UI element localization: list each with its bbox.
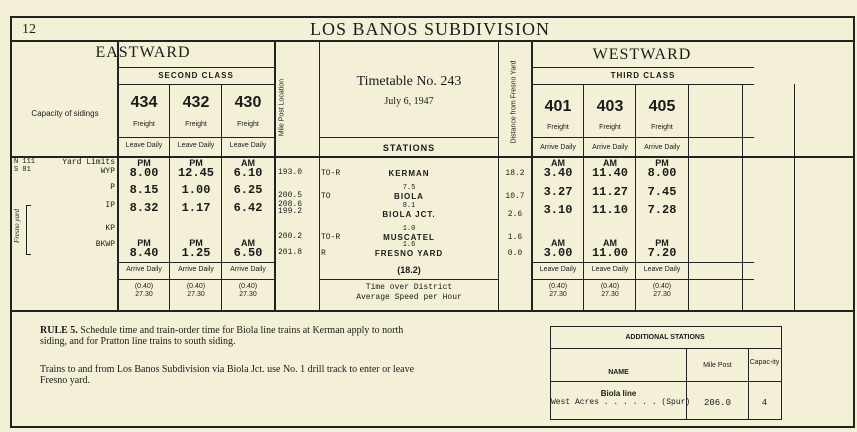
average-speed: Average Speed per Hour	[356, 293, 462, 302]
train-434-leave: Leave Daily	[125, 142, 163, 149]
west-1-ampm-kerman: AM	[603, 158, 617, 168]
west-1-ampm-fresno-yard: AM	[603, 238, 617, 248]
capacity-header: Capacity of sidings	[31, 109, 99, 118]
calls-kerman: Yard Limits WYP	[62, 158, 115, 176]
station-kerman: KERMAN	[388, 169, 430, 178]
train-405-kind: Freight	[651, 124, 673, 131]
train-432-avg: (0.40) 27.30	[186, 283, 206, 298]
distance-kerman: 18.2	[505, 169, 525, 178]
station-muscatel: MUSCATEL	[383, 233, 435, 242]
west-0-time-kerman: 3.40	[543, 166, 573, 180]
train-430-number: 430	[234, 94, 262, 111]
train-434-kind: Freight	[133, 121, 155, 128]
page-number: 12	[22, 22, 36, 37]
west-2-time-biola: 7.45	[647, 185, 677, 199]
west-2-time-biola-jct: 7.28	[647, 203, 677, 217]
east-1-time-biola-jct: 1.17	[181, 201, 211, 215]
distance-header: Distance from Fresno Yard	[510, 60, 518, 144]
distance-fresno-yard: 0.0	[507, 249, 523, 258]
east-1-time-biola: 1.00	[181, 183, 211, 197]
west-2-ampm-kerman: PM	[655, 158, 669, 168]
train-405-avg: (0.40) 27.30	[652, 283, 672, 298]
west-0-ampm-fresno-yard: AM	[551, 238, 565, 248]
west-1-time-biola-jct: 11.10	[591, 203, 628, 217]
additional-col-name: NAME	[608, 369, 629, 376]
train-401-number: 401	[544, 98, 572, 115]
train-401-kind: Freight	[547, 124, 569, 131]
distance-biola-jct: 2.6	[507, 210, 523, 219]
train-430-avg: (0.40) 27.30	[238, 283, 258, 298]
interval-biola: 7.5	[402, 184, 416, 192]
train-434-arrive: Arrive Daily	[126, 266, 162, 273]
train-405-arrive: Arrive Daily	[644, 144, 680, 151]
rule-5-label: RULE 5.	[40, 325, 78, 336]
east-0-time-kerman: 8.00	[129, 166, 159, 180]
east-2-time-biola-jct: 6.42	[233, 201, 263, 215]
train-403-leave: Leave Daily	[591, 266, 629, 273]
west-1-time-biola: 11.27	[591, 185, 628, 199]
east-2-ampm-fresno-yard: AM	[241, 238, 255, 248]
additional-station-mp: 206.0	[703, 398, 731, 408]
interval-muscatel: 1.0	[402, 225, 416, 233]
west-1-time-fresno-yard: 11.00	[591, 246, 628, 260]
capacity-kerman: N 111 S 81	[14, 158, 36, 174]
additional-col-mp: Mile Post	[703, 362, 732, 369]
east-2-time-biola: 6.25	[233, 183, 263, 197]
distance-biola: 10.7	[505, 192, 525, 201]
east-0-time-biola: 8.15	[129, 183, 159, 197]
east-1-ampm-kerman: PM	[189, 158, 203, 168]
eastward-class: SECOND CLASS	[158, 71, 234, 80]
east-0-ampm-kerman: PM	[137, 158, 151, 168]
calls-biola-jct: IP	[105, 201, 115, 210]
train-432-kind: Freight	[185, 121, 207, 128]
page-title: LOS BANOS SUBDIVISION	[309, 19, 551, 39]
calls-muscatel: KP	[105, 224, 115, 233]
flags-biola: TO	[321, 192, 331, 201]
additional-station-cap: 4	[761, 398, 768, 408]
yard-bracket	[26, 205, 31, 255]
train-405-number: 405	[648, 98, 676, 115]
east-2-ampm-kerman: AM	[241, 158, 255, 168]
rule-5	[40, 325, 420, 347]
eastward-heading: EASTWARD	[95, 44, 191, 61]
yard-bracket-label: Fresno yard	[13, 209, 21, 243]
train-432-arrive: Arrive Daily	[178, 266, 214, 273]
east-1-time-kerman: 12.45	[177, 166, 214, 180]
milepost-kerman: 193.0	[278, 168, 303, 177]
additional-col-cap: Capac-ity	[749, 359, 780, 366]
westward-heading: WESTWARD	[592, 46, 692, 63]
calls-biola: P	[110, 183, 115, 192]
flags-fresno-yard: R	[321, 249, 326, 258]
east-1-time-fresno-yard: 1.25	[181, 246, 211, 260]
west-0-time-fresno-yard: 3.00	[543, 246, 573, 260]
timetable-date: July 6, 1947	[384, 96, 434, 107]
flags-kerman: TO-R	[321, 169, 341, 178]
interval-biola-jct: 8.1	[402, 202, 416, 210]
west-0-time-biola-jct: 3.10	[543, 203, 573, 217]
train-403-arrive: Arrive Daily	[592, 144, 628, 151]
east-0-time-biola-jct: 8.32	[129, 201, 159, 215]
milepost-header: Mile Post Location	[278, 78, 286, 137]
west-2-time-kerman: 8.00	[647, 166, 677, 180]
train-430-kind: Freight	[237, 121, 259, 128]
train-430-arrive: Arrive Daily	[230, 266, 266, 273]
distance-muscatel: 1.6	[507, 233, 523, 242]
train-401-leave: Leave Daily	[539, 266, 577, 273]
rule-5-text: Schedule time and train-order time for Biola line trains at Kerman apply to north siding, and for Pratton line trains to south siding.	[40, 325, 404, 347]
milepost-fresno-yard: 201.8	[278, 248, 303, 257]
milepost-biola: 200.5	[278, 191, 303, 200]
station-biola: BIOLA	[394, 192, 424, 201]
westward-class: THIRD CLASS	[610, 71, 676, 80]
milepost-biola-jct: 208.6 199.2	[278, 200, 303, 216]
east-0-ampm-fresno-yard: PM	[137, 238, 151, 248]
west-2-ampm-fresno-yard: PM	[655, 238, 669, 248]
train-403-kind: Freight	[599, 124, 621, 131]
west-0-ampm-kerman: AM	[551, 158, 565, 168]
train-403-avg: (0.40) 27.30	[600, 283, 620, 298]
train-401-arrive: Arrive Daily	[540, 144, 576, 151]
train-401-avg: (0.40) 27.30	[548, 283, 568, 298]
train-434-number: 434	[130, 94, 158, 111]
additional-line: Biola line	[600, 389, 637, 398]
east-0-time-fresno-yard: 8.40	[129, 246, 159, 260]
additional-station-name: West Acres . . . . . . (Spur)	[551, 398, 691, 407]
east-2-time-fresno-yard: 6.50	[233, 246, 263, 260]
rule-5-text-2: Trains to and from Los Banos Subdivision via Biola Jct. use No. 1 drill track to enter or leave Fresno yard.	[40, 364, 415, 386]
timetable-number: Timetable No. 243	[356, 74, 462, 89]
train-432-leave: Leave Daily	[177, 142, 215, 149]
train-430-leave: Leave Daily	[229, 142, 267, 149]
stations-header: STATIONS	[382, 143, 436, 153]
west-1-time-kerman: 11.40	[591, 166, 628, 180]
total-distance: (18.2)	[397, 265, 421, 275]
milepost-muscatel: 200.2	[278, 232, 303, 241]
station-fresno-yard: FRESNO YARD	[374, 249, 444, 258]
train-405-leave: Leave Daily	[643, 266, 681, 273]
additional-stations-title: ADDITIONAL STATIONS	[625, 334, 705, 341]
station-biola-jct: BIOLA JCT.	[382, 210, 436, 219]
west-0-time-biola: 3.27	[543, 185, 573, 199]
train-432-number: 432	[182, 94, 210, 111]
time-over-district: Time over District	[365, 283, 453, 292]
train-434-avg: (0.40) 27.30	[134, 283, 154, 298]
flags-muscatel: TO-R	[321, 233, 341, 242]
east-2-time-kerman: 6.10	[233, 166, 263, 180]
train-403-number: 403	[596, 98, 624, 115]
calls-fresno-yard: BKWP	[95, 240, 115, 249]
west-2-time-fresno-yard: 7.20	[647, 246, 677, 260]
east-1-ampm-fresno-yard: PM	[189, 238, 203, 248]
interval-fresno-yard: 1.6	[402, 241, 416, 249]
